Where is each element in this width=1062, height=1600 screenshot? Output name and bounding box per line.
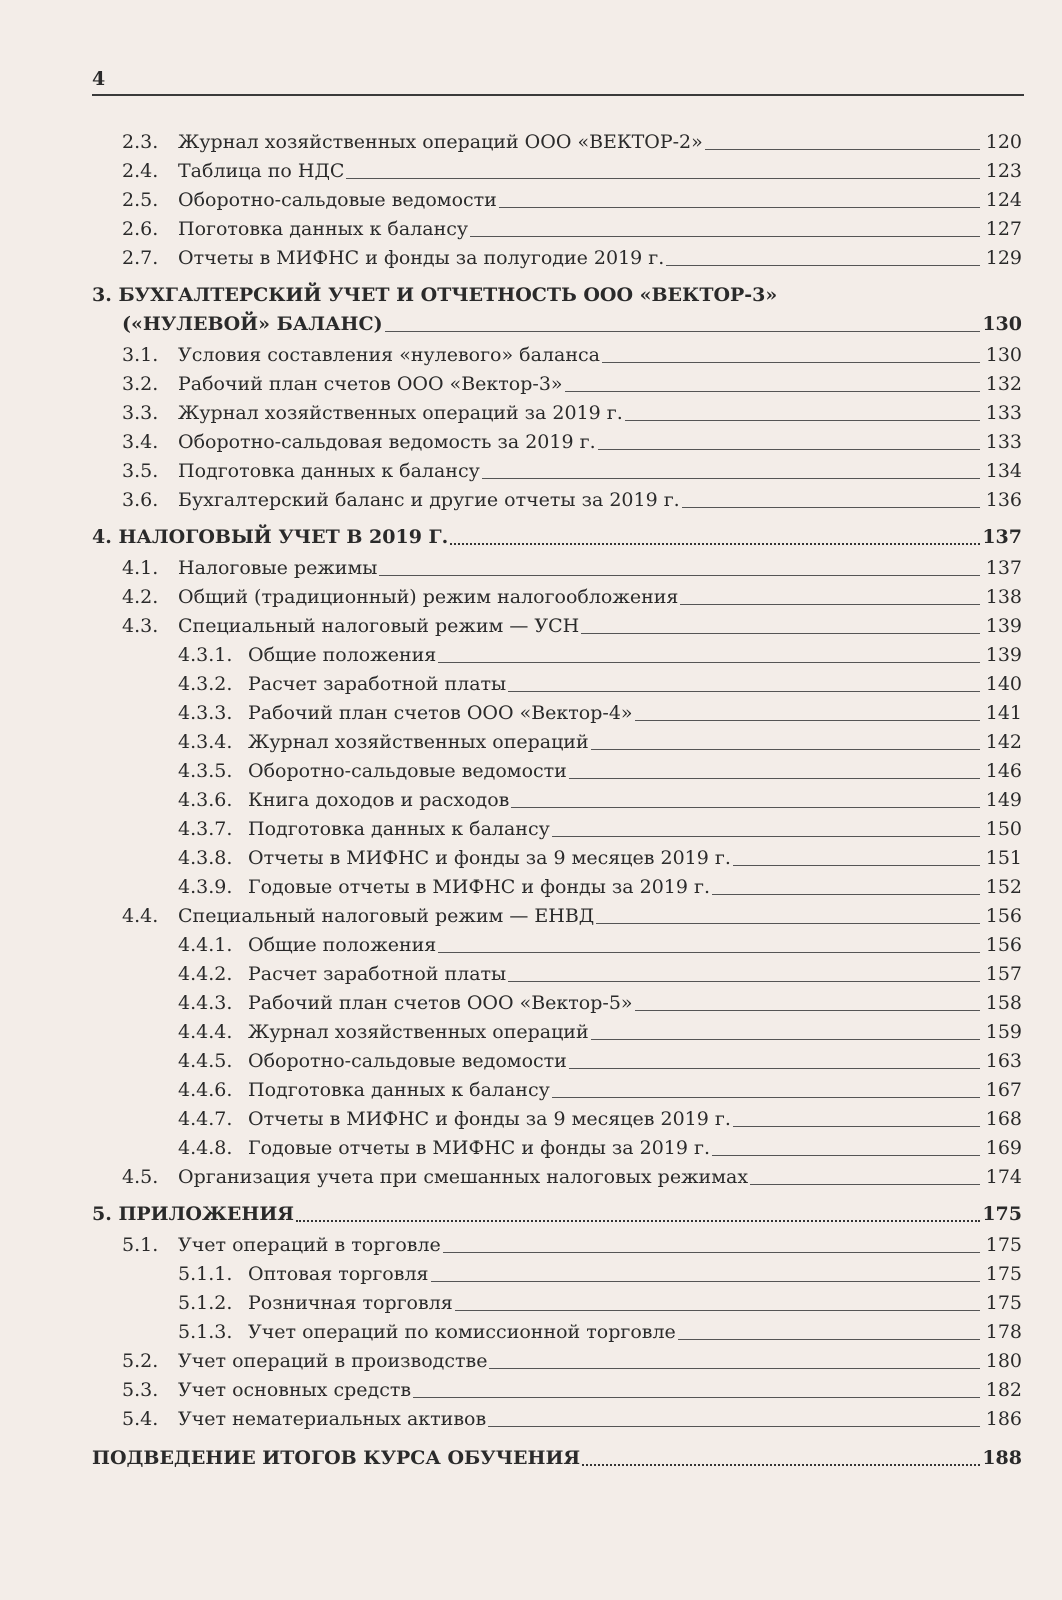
leader-line — [438, 662, 980, 663]
toc-title: Годовые отчеты в МИФНС и фонды за 2019 г. — [248, 1137, 711, 1159]
toc-title: Расчет заработной платы — [248, 673, 507, 695]
toc-number: 3.4. — [122, 431, 159, 453]
toc-number: 5.1.1. — [178, 1263, 233, 1285]
leader-line — [678, 1339, 980, 1340]
leader-line — [705, 149, 980, 150]
leader-line — [635, 1010, 980, 1011]
toc-title: Условия составления «нулевого» баланса — [178, 344, 600, 366]
leader-line — [602, 362, 980, 363]
leader-line — [596, 923, 980, 924]
toc-page: 169 — [985, 1137, 1022, 1159]
leader-line — [750, 1184, 980, 1185]
toc-entry-4-3-4[interactable] — [0, 728, 1022, 757]
toc-number: 5.3. — [122, 1379, 159, 1401]
toc-entry-4-4-6[interactable] — [0, 1076, 1022, 1105]
leader-line — [733, 865, 980, 866]
toc-entry-5-3[interactable] — [0, 1376, 1022, 1405]
toc-entry-4-3-5[interactable] — [0, 757, 1022, 786]
toc-number: 4.4.5. — [178, 1050, 233, 1072]
toc-number: 4.3.2. — [178, 673, 233, 695]
toc-page: 180 — [985, 1350, 1022, 1372]
toc-title: Оборотно-сальдовые ведомости — [248, 1050, 567, 1072]
leader-dots — [582, 1464, 980, 1466]
leader-line — [598, 449, 980, 450]
toc-page: 130 — [985, 344, 1022, 366]
toc-title: Отчеты в МИФНС и фонды за 9 месяцев 2019 г. — [248, 847, 731, 869]
toc-entry-3-5[interactable] — [0, 457, 1022, 486]
toc-page: 168 — [985, 1108, 1022, 1130]
leader-line — [712, 894, 980, 895]
toc-entry-4-4-5[interactable] — [0, 1047, 1022, 1076]
toc-title: Журнал хозяйственных операций ООО «ВЕКТОР-2» — [178, 131, 703, 153]
toc-entry-2-7[interactable] — [0, 244, 1022, 273]
toc-page: 150 — [985, 818, 1022, 840]
toc-page: 175 — [985, 1292, 1022, 1314]
toc-number: 5.1.2. — [178, 1292, 233, 1314]
toc-number: 4.4.8. — [178, 1137, 233, 1159]
toc-number: 4.4.6. — [178, 1079, 233, 1101]
toc-page: 175 — [985, 1234, 1022, 1256]
leader-line — [413, 1397, 980, 1398]
leader-line — [635, 720, 980, 721]
toc-page: 167 — [985, 1079, 1022, 1101]
toc-page: 163 — [985, 1050, 1022, 1072]
toc-title: Журнал хозяйственных операций за 2019 г. — [178, 402, 623, 424]
toc-title: Рабочий план счетов ООО «Вектор-3» — [178, 373, 563, 395]
toc-entry-3-4[interactable] — [0, 428, 1022, 457]
toc-title: Бухгалтерский баланс и другие отчеты за 2019 г. — [178, 489, 680, 511]
toc-number: 2.7. — [122, 247, 159, 269]
toc-entry-3-2[interactable] — [0, 370, 1022, 399]
toc-final-section[interactable] — [0, 1444, 1022, 1473]
leader-line — [455, 1310, 980, 1311]
toc-number: 2.4. — [122, 160, 159, 182]
leader-line — [511, 807, 980, 808]
toc-number: 5.4. — [122, 1408, 159, 1430]
leader-line — [431, 1281, 981, 1282]
toc-page: 158 — [985, 992, 1022, 1014]
toc-entry-5-1-3[interactable] — [0, 1318, 1022, 1347]
leader-dots — [450, 543, 980, 545]
toc-number: 4.3.9. — [178, 876, 233, 898]
toc-page: 156 — [985, 905, 1022, 927]
toc-entry-4-2[interactable] — [0, 583, 1022, 612]
toc-page: 130 — [982, 313, 1022, 335]
toc-number: 4.3.8. — [178, 847, 233, 869]
toc-page: 137 — [985, 557, 1022, 579]
toc-number: 4.1. — [122, 557, 159, 579]
leader-line — [385, 331, 980, 332]
leader-line — [508, 981, 980, 982]
toc-number: 4.4.7. — [178, 1108, 233, 1130]
toc-entry-4-3-9[interactable] — [0, 873, 1022, 902]
toc-page: 139 — [985, 615, 1022, 637]
toc-title: Оптовая торговля — [248, 1263, 429, 1285]
toc-title: Общие положения — [248, 644, 437, 666]
toc-entry-4-3-6[interactable] — [0, 786, 1022, 815]
toc-number: 2.3. — [122, 131, 159, 153]
toc-entry-4-4-8[interactable] — [0, 1134, 1022, 1163]
leader-line — [489, 1368, 980, 1369]
toc-number: 2.5. — [122, 189, 159, 211]
toc-number: 3.2. — [122, 373, 159, 395]
leader-line — [682, 507, 980, 508]
toc-number: 4.3.6. — [178, 789, 233, 811]
toc-entry-3-1[interactable] — [0, 341, 1022, 370]
leader-line — [581, 633, 980, 634]
toc-title: Учет нематериальных активов — [178, 1408, 487, 1430]
leader-line — [482, 478, 980, 479]
toc-number: 3.6. — [122, 489, 159, 511]
toc-entry-5-2[interactable] — [0, 1347, 1022, 1376]
toc-entry-4-3-2[interactable] — [0, 670, 1022, 699]
toc-number: 3.5. — [122, 460, 159, 482]
toc-chapter-4[interactable] — [0, 523, 1022, 552]
toc-entry-5-1[interactable] — [0, 1231, 1022, 1260]
toc-title: Подготовка данных к балансу — [248, 818, 550, 840]
toc-number: 4.3.1. — [178, 644, 233, 666]
leader-line — [499, 207, 980, 208]
toc-entry-4-4-3[interactable] — [0, 989, 1022, 1018]
toc-page: 133 — [985, 402, 1022, 424]
toc-title: Таблица по НДС — [178, 160, 345, 182]
toc-page: 175 — [985, 1263, 1022, 1285]
toc-page: 124 — [985, 189, 1022, 211]
toc-page: 123 — [985, 160, 1022, 182]
toc-number: 4.4.1. — [178, 934, 233, 956]
toc-chapter-5[interactable] — [0, 1200, 1022, 1229]
toc-page: 157 — [985, 963, 1022, 985]
toc-title: Специальный налоговый режим — УСН — [178, 615, 580, 637]
leader-line — [680, 604, 980, 605]
toc-number: 2.6. — [122, 218, 159, 240]
toc-page: 129 — [985, 247, 1022, 269]
toc-entry-4-5[interactable] — [0, 1163, 1022, 1192]
toc-title: Налоговые режимы — [178, 557, 378, 579]
toc-title: Годовые отчеты в МИФНС и фонды за 2019 г. — [248, 876, 711, 898]
toc-entry-4-4-7[interactable] — [0, 1105, 1022, 1134]
toc-number: 3.3. — [122, 402, 159, 424]
toc-number: 4.3.4. — [178, 731, 233, 753]
toc-title: Розничная торговля — [248, 1292, 453, 1314]
leader-line — [379, 575, 980, 576]
toc-page: 136 — [985, 489, 1022, 511]
toc-title: Общие положения — [248, 934, 437, 956]
toc-page: 127 — [985, 218, 1022, 240]
toc-entry-4-3-7[interactable] — [0, 815, 1022, 844]
leader-line — [712, 1155, 980, 1156]
toc-entry-4-4[interactable] — [0, 902, 1022, 931]
toc-entry-5-1-1[interactable] — [0, 1260, 1022, 1289]
toc-title: Отчеты в МИФНС и фонды за 9 месяцев 2019 г. — [248, 1108, 731, 1130]
leader-dots — [296, 1220, 980, 1222]
toc-entry-3-6[interactable] — [0, 486, 1022, 515]
toc-entry-4-3[interactable] — [0, 612, 1022, 641]
toc-page: 140 — [985, 673, 1022, 695]
toc-page: 139 — [985, 644, 1022, 666]
toc-title: Расчет заработной платы — [248, 963, 507, 985]
toc-page: 133 — [985, 431, 1022, 453]
leader-line — [443, 1252, 980, 1253]
toc-title: Учет основных средств — [178, 1379, 412, 1401]
toc-entry-4-4-4[interactable] — [0, 1018, 1022, 1047]
toc-title: Рабочий план счетов ООО «Вектор-4» — [248, 702, 633, 724]
leader-line — [438, 952, 980, 953]
toc-chapter-3-heading[interactable] — [0, 281, 1062, 310]
toc-number: 5.1.3. — [178, 1321, 233, 1343]
toc-chapter-3-cont[interactable] — [0, 310, 1022, 339]
toc-entry-4-4-1[interactable] — [0, 931, 1022, 960]
toc-page: 186 — [985, 1408, 1022, 1430]
toc-entry-2-5[interactable] — [0, 186, 1022, 215]
toc-page: 120 — [985, 131, 1022, 153]
toc-number: 4.4.2. — [178, 963, 233, 985]
header-rule — [92, 94, 1024, 96]
toc-number: 4.3.3. — [178, 702, 233, 724]
toc-chapter-subtitle: («НУЛЕВОЙ» БАЛАНС) — [122, 313, 383, 335]
toc-page: 132 — [985, 373, 1022, 395]
leader-line — [552, 1097, 980, 1098]
toc-entry-5-1-2[interactable] — [0, 1289, 1022, 1318]
toc-page: 138 — [985, 586, 1022, 608]
toc-number: 4.3.7. — [178, 818, 233, 840]
page-number: 4 — [92, 68, 106, 90]
toc-title: Оборотно-сальдовые ведомости — [248, 760, 567, 782]
toc-page: 149 — [985, 789, 1022, 811]
toc-title: Подготовка данных к балансу — [178, 460, 480, 482]
toc-page: 137 — [982, 526, 1022, 548]
toc-title: Рабочий план счетов ООО «Вектор-5» — [248, 992, 633, 1014]
toc-page: 174 — [985, 1166, 1022, 1188]
toc-page: 151 — [985, 847, 1022, 869]
toc-number: 4.4.3. — [178, 992, 233, 1014]
toc-number: 4.5. — [122, 1166, 159, 1188]
toc-number: 4.4. — [122, 905, 159, 927]
toc-number: 4.3.5. — [178, 760, 233, 782]
leader-line — [488, 1426, 980, 1427]
toc-entry-4-3-3[interactable] — [0, 699, 1022, 728]
toc-title: Подготовка данных к балансу — [248, 1079, 550, 1101]
toc-title: Журнал хозяйственных операций — [248, 1021, 589, 1043]
toc-number: 3.1. — [122, 344, 159, 366]
leader-line — [569, 778, 980, 779]
toc-entry-2-6[interactable] — [0, 215, 1022, 244]
toc-title: Книга доходов и расходов — [248, 789, 510, 811]
leader-line — [625, 420, 980, 421]
toc-page: 188 — [982, 1447, 1022, 1469]
toc-title: Учет операций по комиссионной торговле — [248, 1321, 676, 1343]
toc-page: 134 — [985, 460, 1022, 482]
leader-line — [346, 178, 980, 179]
toc-entry-2-4[interactable] — [0, 157, 1022, 186]
leader-line — [591, 749, 980, 750]
toc-chapter-title: ПОДВЕДЕНИЕ ИТОГОВ КУРСА ОБУЧЕНИЯ — [92, 1447, 581, 1469]
toc-number: 4.4.4. — [178, 1021, 233, 1043]
toc-title: Оборотно-сальдовые ведомости — [178, 189, 497, 211]
toc-entry-4-1[interactable] — [0, 554, 1022, 583]
toc-page: 175 — [982, 1203, 1022, 1225]
leader-line — [666, 265, 980, 266]
toc-entry-4-3-8[interactable] — [0, 844, 1022, 873]
leader-line — [508, 691, 980, 692]
toc-page: 182 — [985, 1379, 1022, 1401]
toc-number: 4.2. — [122, 586, 159, 608]
toc-chapter-title: 4. НАЛОГОВЫЙ УЧЕТ В 2019 Г. — [92, 526, 449, 548]
toc-title: Организация учета при смешанных налоговых режимах — [178, 1166, 749, 1188]
toc-entry-3-3[interactable] — [0, 399, 1022, 428]
toc-number: 4.3. — [122, 615, 159, 637]
toc-entry-5-4[interactable] — [0, 1405, 1022, 1434]
toc-page: 146 — [985, 760, 1022, 782]
toc-title: Поготовка данных к балансу — [178, 218, 469, 240]
toc-page: 156 — [985, 934, 1022, 956]
toc-chapter-title: 5. ПРИЛОЖЕНИЯ — [92, 1203, 295, 1225]
toc-title: Оборотно-сальдовая ведомость за 2019 г. — [178, 431, 596, 453]
leader-line — [565, 391, 980, 392]
toc-title: Общий (традиционный) режим налогообложения — [178, 586, 679, 608]
toc-title: Учет операций в производстве — [178, 1350, 488, 1372]
toc-title: Специальный налоговый режим — ЕНВД — [178, 905, 595, 927]
toc-chapter-title: 3. БУХГАЛТЕРСКИЙ УЧЕТ И ОТЧЕТНОСТЬ ООО «ВЕКТОР-3» — [92, 284, 778, 306]
toc-page: 141 — [985, 702, 1022, 724]
toc-page: 142 — [985, 731, 1022, 753]
table-of-contents — [0, 128, 1062, 1473]
toc-entry-4-3-1[interactable] — [0, 641, 1022, 670]
toc-entry-4-4-2[interactable] — [0, 960, 1022, 989]
toc-title: Учет операций в торговле — [178, 1234, 441, 1256]
toc-entry-2-3[interactable] — [0, 128, 1022, 157]
toc-title: Журнал хозяйственных операций — [248, 731, 589, 753]
toc-number: 5.2. — [122, 1350, 159, 1372]
leader-line — [733, 1126, 980, 1127]
leader-line — [470, 236, 980, 237]
leader-line — [591, 1039, 980, 1040]
toc-page: 159 — [985, 1021, 1022, 1043]
leader-line — [569, 1068, 980, 1069]
toc-number: 5.1. — [122, 1234, 159, 1256]
toc-page: 178 — [985, 1321, 1022, 1343]
toc-page: 152 — [985, 876, 1022, 898]
toc-title: Отчеты в МИФНС и фонды за полугодие 2019 г. — [178, 247, 665, 269]
leader-line — [552, 836, 980, 837]
